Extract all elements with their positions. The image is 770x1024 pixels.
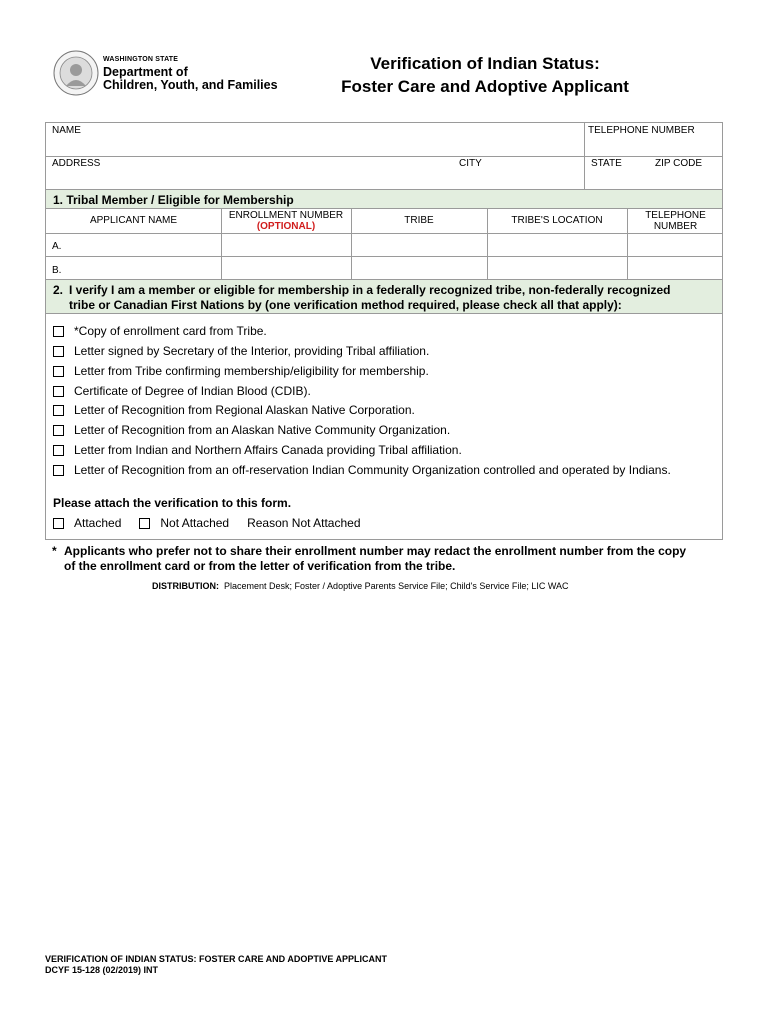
divider [46, 156, 722, 157]
section2-line1 [53, 283, 713, 298]
option-inac-letter [53, 442, 462, 458]
option-regional-alaskan [53, 402, 415, 418]
attached-option [53, 516, 121, 530]
footnote-line2: of the enrollment card or from the letter of verification from the tribe. [64, 559, 456, 573]
city-label: CITY [459, 158, 482, 169]
form-box [45, 122, 723, 540]
option-checkbox[interactable] [53, 405, 64, 416]
option-alaskan-community [53, 422, 450, 438]
name-label: NAME [52, 125, 81, 136]
form-title-line2: Foster Care and Adoptive Applicant [341, 77, 629, 96]
divider [46, 313, 722, 314]
row-b-label: B. [52, 265, 62, 276]
address-label: ADDRESS [52, 158, 101, 169]
option-cdib [53, 383, 311, 399]
section2-number: 2. [53, 283, 64, 297]
distribution [152, 581, 569, 591]
state-seal-logo [53, 50, 99, 96]
attach-row [53, 515, 361, 531]
form-title [300, 52, 670, 98]
form-footer [45, 954, 387, 976]
col-enrollment-optional: (OPTIONAL) [256, 221, 316, 232]
distribution-text: Placement Desk; Foster / Adoptive Parents Service File; Child's Service File; LIC WAC [224, 581, 569, 591]
divider [351, 208, 352, 279]
option-checkbox[interactable] [53, 425, 64, 436]
footer-title: VERIFICATION OF INDIAN STATUS: FOSTER CARE AND ADOPTIVE APPLICANT [45, 954, 387, 964]
divider [46, 208, 722, 209]
col-telephone-line1: TELEPHONE [645, 210, 706, 221]
col-telephone [627, 210, 724, 232]
zip-label: ZIP CODE [655, 158, 703, 169]
option-secretary-letter [53, 343, 429, 359]
option-checkbox[interactable] [53, 465, 64, 476]
footnote-line1: Applicants who prefer not to share their enrollment number may redact the enrollment number from the copy [64, 544, 687, 558]
attached-label: Attached [74, 516, 122, 530]
not-attached-label: Not Attached [160, 516, 230, 530]
option-tribe-letter [53, 363, 429, 379]
row-a-label: A. [52, 241, 62, 252]
option-label: Letter of Recognition from an Alaskan Native Community Organization. [74, 423, 451, 437]
option-checkbox[interactable] [53, 386, 64, 397]
distribution-label: DISTRIBUTION: [152, 581, 219, 591]
not-attached-checkbox[interactable] [139, 518, 150, 529]
form-title-line1: Verification of Indian Status: [370, 54, 600, 73]
col-enrollment-number [221, 210, 351, 232]
footnote-line1-row [52, 544, 732, 559]
option-label: Letter signed by Secretary of the Interior, providing Tribal affiliation. [74, 344, 430, 358]
col-telephone-line2: NUMBER [653, 221, 698, 232]
section2-text-line1: I verify I am a member or eligible for membership in a federally recognized tribe, non-federally recognized [69, 283, 671, 297]
divider [46, 233, 722, 234]
agency-line2: Children, Youth, and Families [103, 78, 278, 92]
agency-name [103, 56, 278, 92]
attached-checkbox[interactable] [53, 518, 64, 529]
option-label: Certificate of Degree of Indian Blood (CDIB). [74, 384, 311, 398]
option-label: Letter from Indian and Northern Affairs Canada providing Tribal affiliation. [74, 443, 462, 457]
col-tribe-location: TRIBE'S LOCATION [511, 215, 603, 226]
option-enrollment-card [53, 323, 267, 339]
divider [46, 256, 722, 257]
option-checkbox[interactable] [53, 326, 64, 337]
footer-form-number: DCYF 15-128 (02/2019) INT [45, 965, 159, 975]
section1-title: 1. Tribal Member / Eligible for Membership [53, 193, 294, 207]
option-checkbox[interactable] [53, 445, 64, 456]
footnote [52, 544, 732, 574]
footnote-star: * [52, 544, 57, 558]
option-label: Letter of Recognition from Regional Alaskan Native Corporation. [74, 403, 415, 417]
option-label: *Copy of enrollment card from Tribe. [74, 324, 267, 338]
attach-instruction: Please attach the verification to this form. [53, 496, 292, 510]
divider [584, 123, 585, 156]
section2-text-line2: tribe or Canadian First Nations by (one verification method required, please check all that apply): [69, 298, 622, 312]
option-label: Letter of Recognition from an off-reservation Indian Community Organization controlled and operated by Indians. [74, 463, 671, 477]
reason-not-attached-label: Reason Not Attached [247, 516, 361, 530]
telephone-label: TELEPHONE NUMBER [588, 125, 695, 136]
col-enrollment-label: ENROLLMENT NUMBER [228, 210, 344, 221]
state-label: STATE [591, 158, 622, 169]
agency-state: WASHINGTON STATE [103, 56, 179, 63]
section2-heading [53, 283, 713, 313]
divider [487, 208, 488, 279]
option-checkbox[interactable] [53, 346, 64, 357]
col-tribe: TRIBE [404, 215, 434, 226]
option-label: Letter from Tribe confirming membership/eligibility for membership. [74, 364, 429, 378]
option-checkbox[interactable] [53, 366, 64, 377]
divider [627, 208, 628, 279]
not-attached-option [139, 516, 229, 530]
divider [221, 208, 222, 279]
agency-line1: Department of [103, 65, 188, 79]
divider [584, 156, 585, 189]
option-off-reservation [53, 462, 671, 478]
col-applicant-name: APPLICANT NAME [89, 215, 178, 226]
